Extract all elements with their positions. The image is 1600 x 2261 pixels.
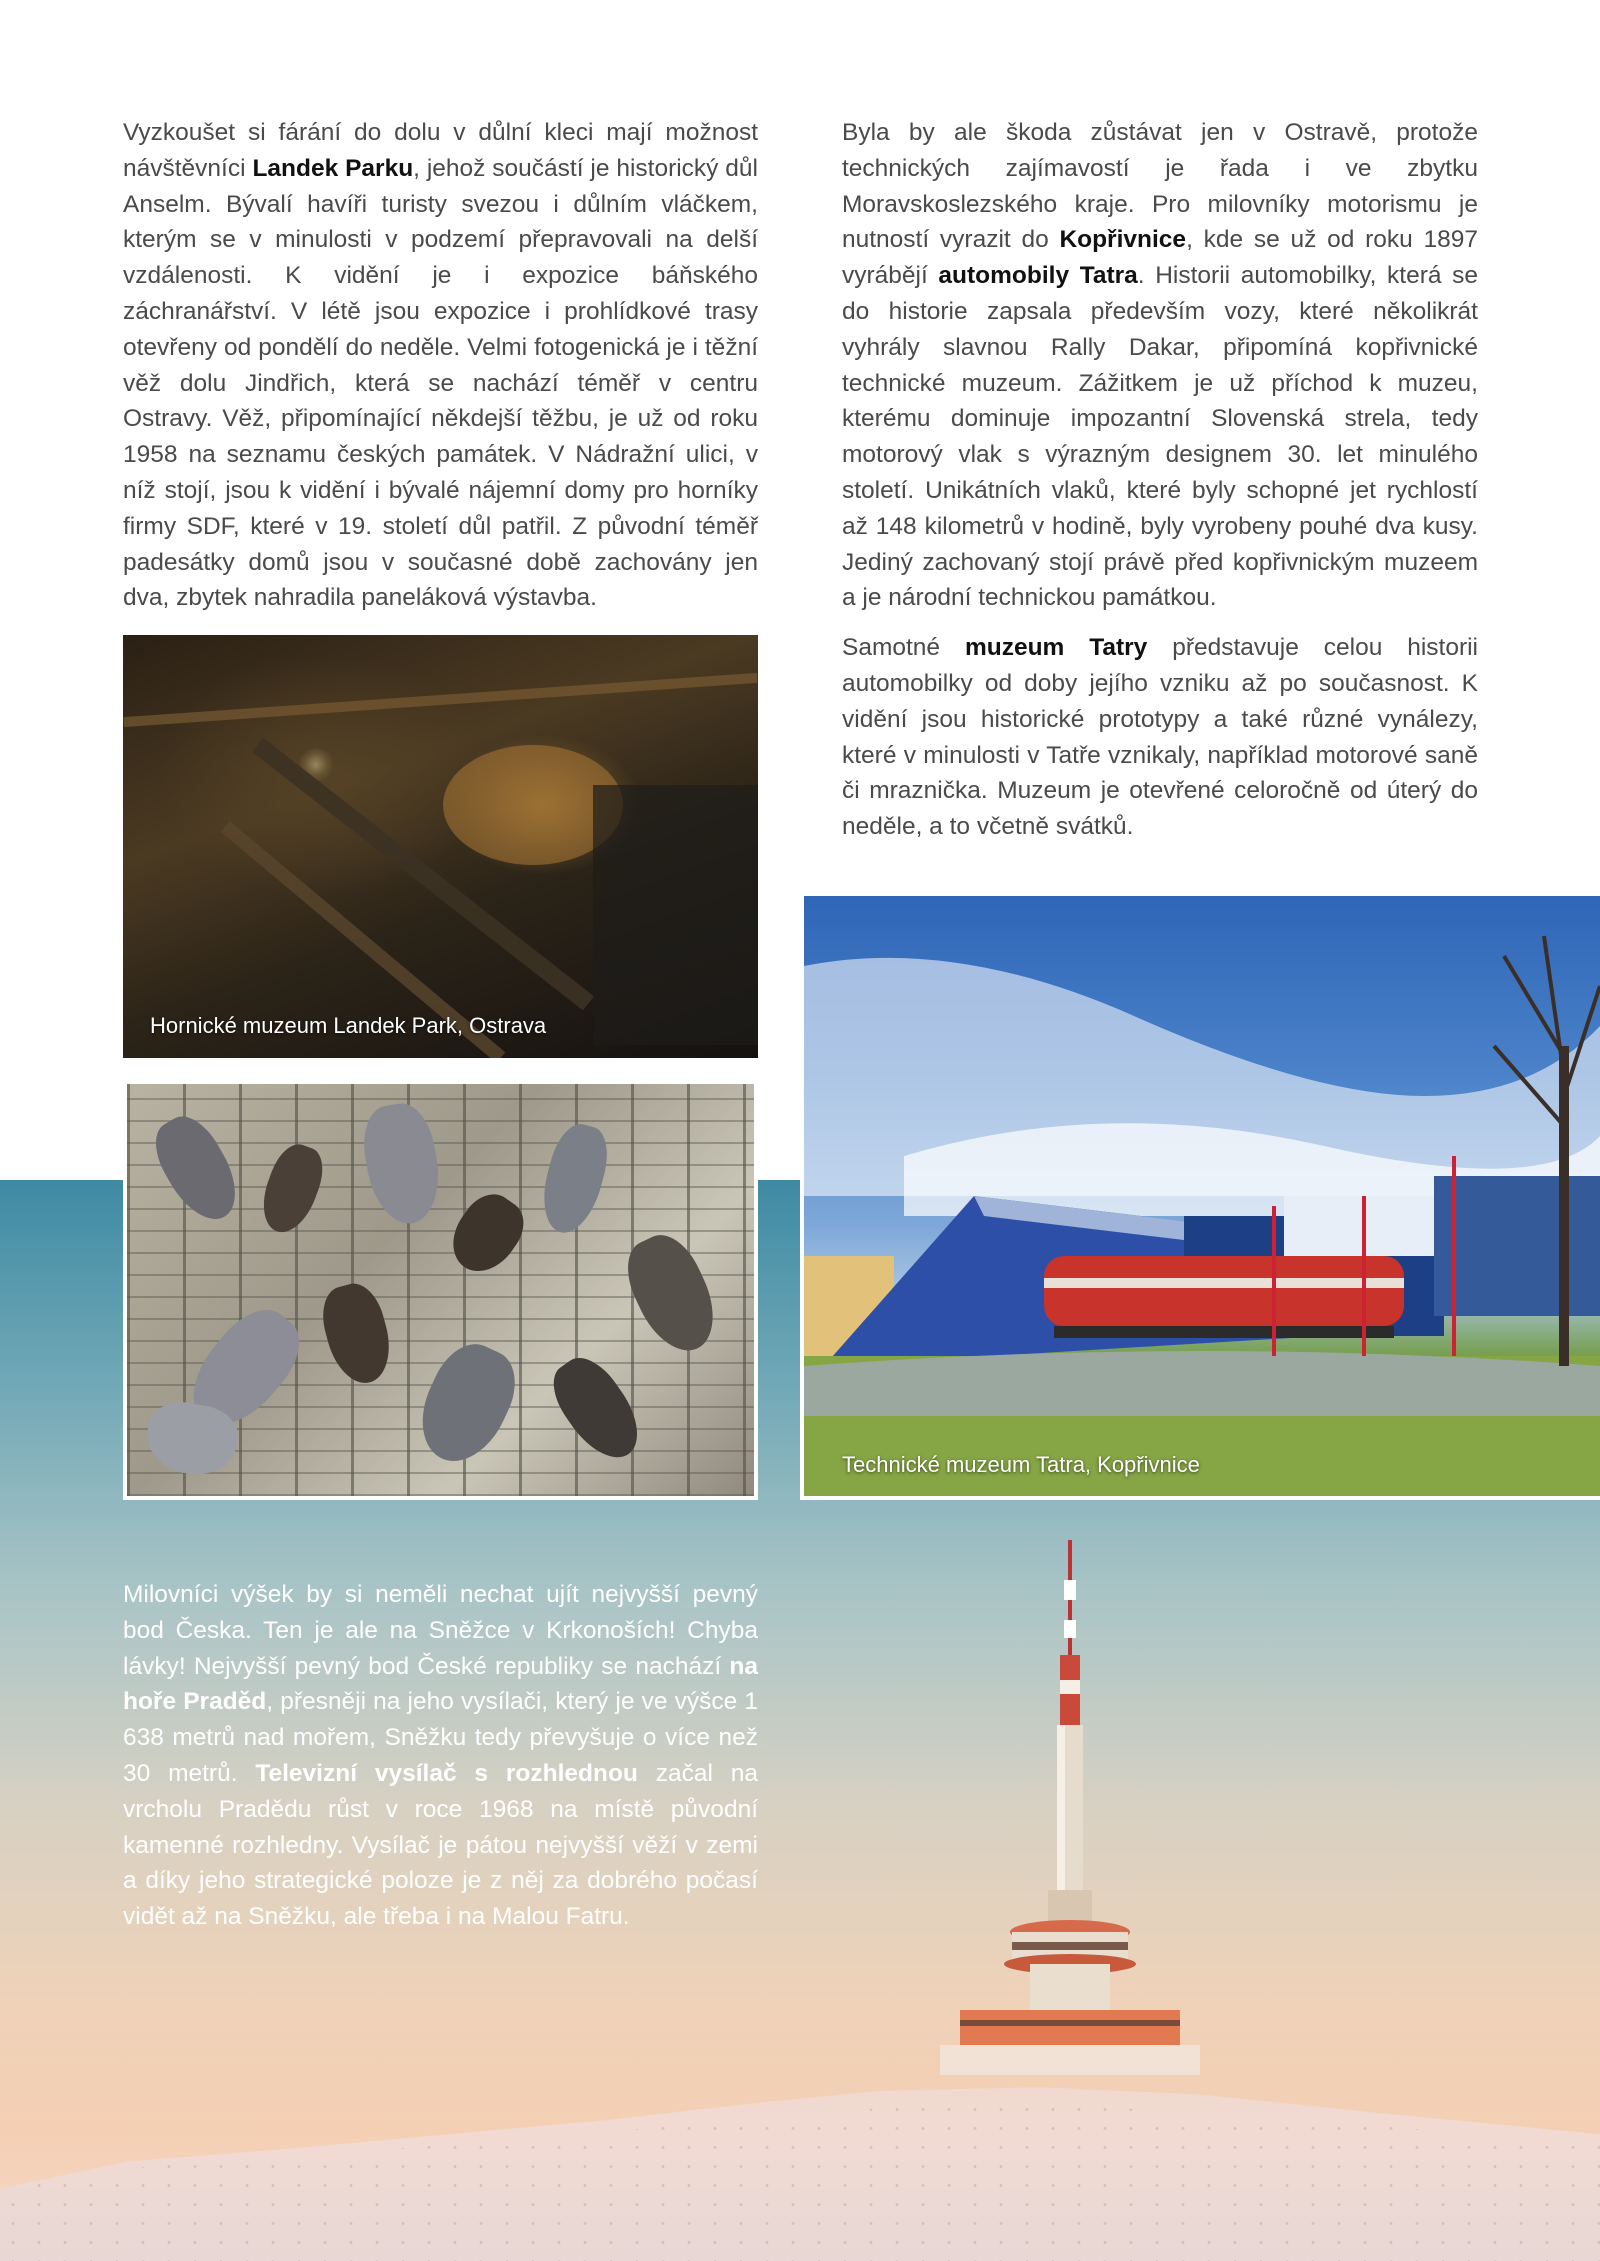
highlight-automobily-tatra: automobily Tatra — [938, 262, 1138, 290]
left-column-text — [123, 115, 758, 630]
mine-photo-caption: Hornické muzeum Landek Park, Ostrava — [150, 1013, 547, 1038]
text-run: Milovníci výšek by si neměli nechat ujít nejvyšší pevný bod Česka. Ten je ale na Sněžce v Krkonoších! Chyba lávky! Nejvyšší pevný bod České republiky se nachází — [123, 1581, 758, 1680]
photo-detail — [144, 1106, 251, 1231]
bottom-column-text — [123, 1577, 758, 1949]
tatra-scene — [804, 896, 1600, 1496]
bottom-paragraph-1 — [123, 1577, 758, 1935]
mine-museum-photo — [123, 635, 758, 1058]
text-run: Vyzkoušet si fárání do dolu v důlní kleci mají možnost návštěvníci — [123, 119, 758, 182]
text-run: , kde se už od roku 1897 vyrábějí — [842, 226, 1478, 290]
text-run: , jehož součástí je historický důl Anselm. Bývalí havíři turisty svezou i důlním vláčkem, kterým se v minulosti v podzemí přepravovali na delší vzdálenosti. K vidění je i expozice báňského záchranářství. V létě jsou expozice i prohlídkové trasy otevřeny od pondělí do neděle. Velmi fotogenická je i těžní věž dolu Jindřich, která se nachází téměř v centru Ostravy. Věž, připomínající někdejší těžbu, je už od roku 1958 na seznamu českých památek. V Nádražní ulici, v níž stojí, jsou k vidění i bývalé nájemní domy pro horníky firmy SDF, které v 19. století důl patřil. Z původní téměř padesátky domů jsou v současné době zachovány jen dva, zbytek nahradila paneláková výstavba. — [123, 154, 758, 612]
photo-detail — [357, 1099, 447, 1229]
photo-detail — [439, 1184, 534, 1284]
photo-detail — [615, 1225, 729, 1363]
miners-changing-room-photo — [123, 1080, 758, 1500]
highlight-praded: na hoře Praděd — [123, 1652, 758, 1716]
tv-tower-photo — [880, 1540, 1220, 2140]
highlight-landek-park: Landek Parku — [252, 154, 414, 182]
photo-detail — [123, 673, 757, 727]
photo-detail — [253, 1138, 331, 1240]
right-paragraph-1 — [842, 115, 1478, 616]
photo-detail — [534, 1119, 616, 1239]
tatra-photo-caption: Technické muzeum Tatra, Kopřivnice — [842, 1452, 1200, 1477]
photo-detail — [315, 1278, 399, 1390]
text-run: začal na vrcholu Pradědu růst v roce 1968 na místě původní kamenné rozhledny. Vysílač je pátou nejvyšší věží v zemi a díky jeho strategické poloze je z něj za dobrého počasí vidět až na Sněžku, ale třeba i na Malou Fatru. — [123, 1759, 758, 1931]
photo-detail — [541, 1347, 653, 1472]
photo-detail — [405, 1333, 528, 1476]
text-run: Byla by ale škoda zůstávat jen v Ostravě, protože technických zajímavostí je řada i ve zbytku Moravskoslezského kraje. Pro milovníky motorismu je nutností vyrazit do — [842, 119, 1478, 254]
highlight-muzeum-tatry: muzeum Tatry — [964, 634, 1148, 662]
text-run: . Historii automobilky, která se do historie zapsala především vozy, které několikrát vyhrály slavnou Rally Dakar, připomíná kopřivnické technické muzeum. Zážitkem je už příchod k muzeu, kterému dominuje impozantní Slovenská strela, tedy motorový vlak s výrazným designem 30. let minulého století. Unikátních vlaků, které byly schopné jet rychlostí až 148 kilometrů v hodině, byly vyrobeny pouhé dva kusy. Jediný zachovaný stojí právě před kopřivnickým muzeem a je národní technickou památkou. — [842, 262, 1478, 612]
text-run: , přesněji na jeho vysílači, který je ve výšce 1 638 metrů nad mořem, Sněžku tedy převyšuje o více než 30 metrů. — [123, 1688, 758, 1787]
tatra-museum-photo — [800, 894, 1600, 1500]
photo-detail — [593, 785, 758, 1045]
highlight-tv-tower: Televizní vysílač s rozhlednou — [255, 1759, 638, 1787]
right-paragraph-2 — [842, 630, 1478, 845]
right-column-text — [842, 115, 1478, 859]
left-paragraph-1 — [123, 115, 758, 616]
text-run: představuje celou historii automobilky od doby jejího vzniku až po současnost. K vidění jsou historické prototypy a také různé vynálezy, které v minulosti v Tatře vznikaly, například motorové saně či mraznička. Muzeum je otevřené celoročně od úterý do neděle, a to včetně svátků. — [842, 634, 1478, 841]
highlight-koprivnice: Kopřivnice — [1059, 226, 1187, 254]
text-run: Samotné — [842, 634, 965, 662]
